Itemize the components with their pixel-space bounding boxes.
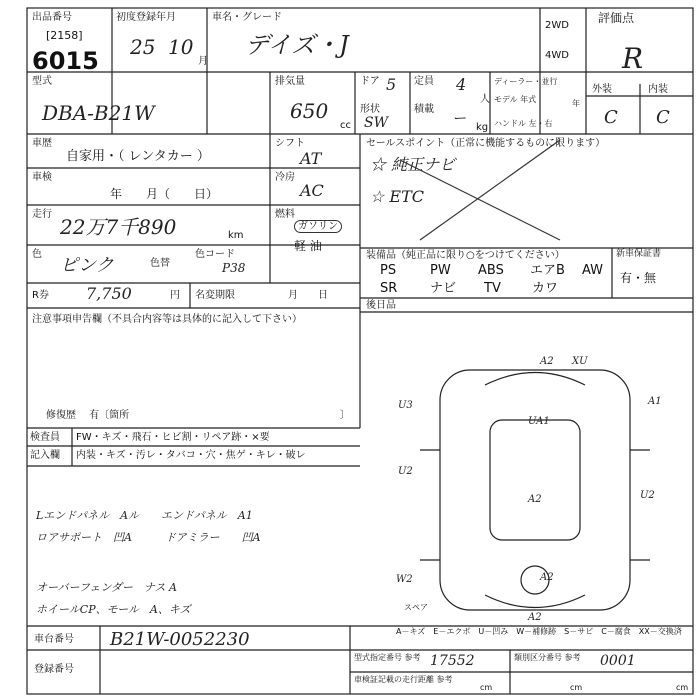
shift-label: シフト (275, 138, 305, 149)
diagram-mark-xu: XU (572, 356, 588, 367)
first-reg-month: 10 (168, 35, 194, 59)
grade-value: R (622, 42, 644, 75)
first-reg-label: 初度登録年月 (116, 12, 176, 23)
registration-label: 登録番号 (34, 664, 74, 675)
handle-label: ハンドル 左・右 (494, 119, 553, 128)
selling-point-2: ☆ ETC (370, 187, 425, 206)
equip-ps: PS (380, 263, 397, 278)
load-value: ー (452, 111, 466, 127)
dealer-label: ディーラー・並行 (494, 77, 558, 86)
ac-label: 冷房 (275, 172, 295, 183)
equip-navi: ナビ (430, 281, 457, 296)
later-items-label: 後日品 (366, 300, 396, 311)
color-code-label: 色コード (195, 249, 235, 260)
inspection-label: 車検 (32, 172, 52, 183)
exterior-label: 外装 (592, 84, 612, 95)
model-label: 型式 (32, 76, 52, 87)
diagram-mark-a1: A1 (648, 396, 662, 407)
handwritten-note-3: オーバーフェンダー ナス A (36, 581, 177, 594)
displacement-label: 排気量 (275, 76, 305, 87)
damage-legend: A－キズ E－エクボ U－凹み W－補修跡 S－サビ C－腐食 XX－交換済 (396, 627, 682, 636)
type-cert-value: 17552 (430, 653, 475, 669)
model-year-label: モデル 年式 (494, 95, 537, 104)
drive-4wd: 4WD (545, 50, 569, 61)
shape-value: SW (364, 115, 388, 131)
grade-label: 評価点 (598, 11, 635, 25)
history-value: 自家用・（ レンタカー ） (66, 149, 210, 164)
inspection-mileage-label: 車検証記載の走行距離 参考 (354, 675, 453, 684)
diagram-mark-a2-rear: A2 (540, 572, 554, 583)
diagram-mark-a2-center: A2 (528, 494, 542, 505)
cm-unit-1: cm (480, 683, 493, 692)
warranty-value: 有・無 (620, 271, 657, 285)
year-unit: 年 (572, 99, 580, 108)
lot-code: [2158] (46, 29, 83, 42)
equip-pw: PW (430, 263, 451, 278)
capacity-label: 定員 (414, 76, 434, 87)
diagram-mark-u2-right: U2 (640, 490, 655, 501)
capacity-value: 4 (456, 75, 467, 94)
recycle-label: R券 (32, 290, 49, 301)
cc-unit: cc (340, 120, 351, 131)
shape-label: 形状 (360, 104, 380, 115)
yen-unit: 円 (170, 290, 180, 301)
cm-unit-3: cm (676, 683, 689, 692)
equip-aw: AW (582, 263, 604, 278)
equip-tv: TV (484, 281, 501, 296)
fuel-diesel: 軽 油 (294, 239, 322, 253)
diagram-mark-ua1: UA1 (528, 416, 550, 427)
title-change-label: 名変期限 (195, 290, 235, 301)
category-label: 類別区分番号 参考 (514, 653, 581, 662)
mileage-value: 22万7千890 (60, 215, 177, 239)
exterior-value: C (604, 107, 618, 128)
color-label: 色 (32, 249, 42, 260)
diagram-mark-w2: W2 (396, 574, 413, 585)
equip-sr: SR (380, 281, 398, 296)
handwritten-note-2: ロアサポート 凹A ドアミラー 凹A (36, 531, 261, 544)
displacement-value: 650 (290, 99, 329, 123)
diagram-mark-a2-bottom: A2 (528, 612, 542, 623)
car-name: デイズ・J (245, 31, 349, 59)
equip-airbag: エアB (530, 263, 565, 278)
shift-value: AT (300, 149, 322, 168)
km-unit: km (228, 230, 244, 241)
history-label: 車歴 (32, 138, 52, 149)
record-label: 記入欄 (30, 450, 60, 461)
type-cert-label: 型式指定番号 参考 (354, 653, 421, 662)
person-unit: 人 (480, 94, 490, 105)
diagram-mark-a2-top: A2 (540, 356, 554, 367)
fuel-label: 燃料 (275, 209, 295, 220)
inspector-label: 検査員 (30, 432, 60, 443)
car-name-label: 車名・グレード (212, 12, 282, 23)
first-reg-year: 25 (130, 35, 156, 59)
inspection-value: 年 月（ 日） (110, 187, 219, 201)
load-label: 積載 (414, 104, 434, 115)
diagram-mark-u2-left: U2 (398, 466, 413, 477)
model-value: DBA-B21W (42, 101, 155, 125)
drive-2wd: 2WD (545, 20, 569, 31)
record-marks: 内装・キズ・汚レ・タバコ・穴・焦ゲ・キレ・破レ (76, 450, 306, 461)
fuel-gas: ガソリン (294, 220, 342, 233)
recycle-value: 7,750 (86, 284, 132, 303)
chassis-value: B21W-0052230 (110, 629, 250, 650)
lot-number: 6015 (32, 47, 99, 75)
interior-label: 内装 (648, 84, 668, 95)
interior-value: C (656, 107, 670, 128)
category-value: 0001 (600, 653, 636, 669)
ac-value: AC (300, 181, 324, 200)
lot-label: 出品番号 (32, 12, 72, 23)
color-code-value: P38 (222, 261, 246, 275)
equip-leather: カワ (532, 281, 559, 296)
cm-unit-2: cm (570, 683, 583, 692)
chassis-label: 車台番号 (34, 634, 74, 645)
month-unit: 月 (198, 56, 208, 67)
inspector-marks: FW・キズ・飛石・ヒビ割・リペア跡・×要 (76, 432, 270, 443)
mileage-label: 走行 (32, 209, 52, 220)
kg-unit: kg (476, 122, 489, 133)
doors-label: ドア (360, 76, 380, 87)
handwritten-note-4: ホイールCP、モール A、キズ (36, 603, 191, 616)
color-value: ピンク (60, 255, 114, 276)
selling-points-label: セールスポイント（正常に機能するものに限ります） (366, 138, 606, 149)
title-change-value: 月 日 (288, 290, 328, 301)
repair-label: 修復歴 有〔箇所 (46, 410, 130, 421)
handwritten-note-1: Lエンドパネル Aル エンドパネル A1 (36, 509, 253, 522)
diagram-mark-u3: U3 (398, 400, 413, 411)
notes-label: 注意事項申告欄（不具合内容等は具体的に記入して下さい） (32, 314, 302, 325)
selling-point-1: ☆ 純正ナビ (370, 155, 456, 174)
equip-abs: ABS (478, 263, 504, 278)
repair-end: 〕 (340, 410, 350, 421)
color-change-label: 色替 (150, 258, 170, 269)
warranty-label: 新車保証書 (616, 249, 662, 259)
spare-label: スペア (404, 603, 428, 612)
doors-value: 5 (386, 75, 397, 94)
equipment-label: 装備品（純正品に限り○をつけてください） (366, 250, 565, 261)
